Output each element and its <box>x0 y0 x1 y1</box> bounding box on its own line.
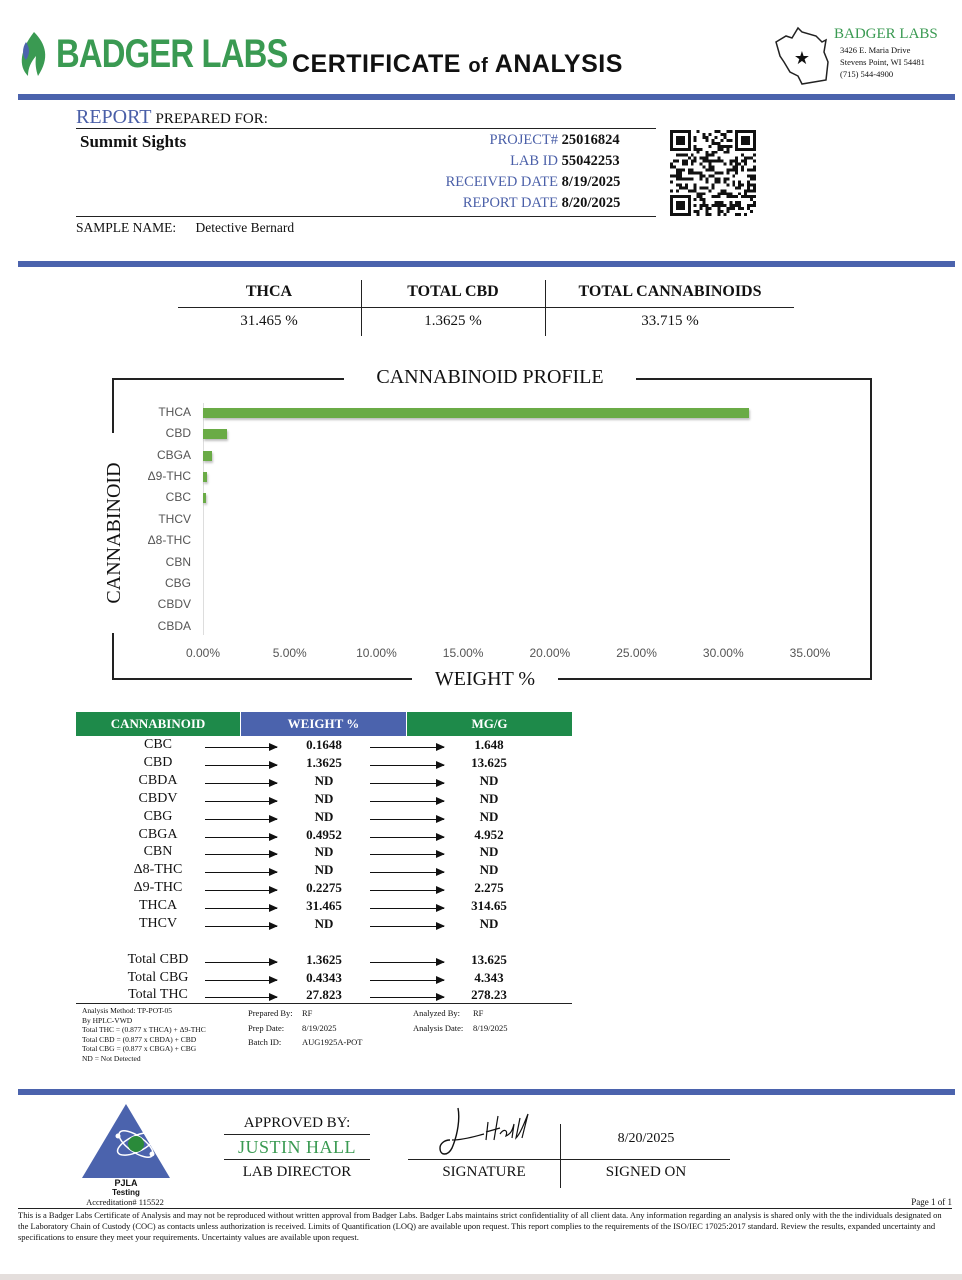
project-row: PROJECT# 25016824 <box>489 132 620 148</box>
arrow-icon <box>205 837 277 838</box>
total-row-mgg: 278.23 <box>471 987 507 1003</box>
total-row-weight: 27.823 <box>306 987 342 1003</box>
result-row-mgg: 13.625 <box>471 754 507 770</box>
project-info <box>400 130 640 214</box>
result-row-mgg: 1.648 <box>474 737 504 752</box>
result-row-weight: ND <box>314 808 334 824</box>
result-row-name: CBN <box>143 844 173 860</box>
result-row-name: CBD <box>143 754 173 770</box>
arrow-icon <box>370 872 444 873</box>
qr-code[interactable] <box>670 130 756 216</box>
result-row-weight: ND <box>314 790 334 806</box>
arrow-icon <box>205 908 277 909</box>
arrow-icon <box>370 801 444 802</box>
arrow-icon <box>205 765 277 766</box>
chart-category-label: CBD <box>165 426 191 441</box>
arrow-icon <box>205 926 277 927</box>
wisconsin-map-icon <box>772 22 834 88</box>
chart-category-label: CBC <box>165 490 191 505</box>
approver-rule <box>224 1159 370 1160</box>
summary-col-divider <box>545 280 546 336</box>
result-row-name: CBDA <box>138 772 178 788</box>
result-row-weight: 0.2275 <box>306 880 342 896</box>
arrow-icon <box>370 837 444 838</box>
summary-col-divider <box>361 280 362 336</box>
report-date-row: REPORT DATE 8/20/2025 <box>462 195 621 211</box>
chart-frame <box>112 378 872 680</box>
result-row-name: Δ8-THC <box>133 862 183 878</box>
summary-total-value: 33.715 % <box>641 313 699 329</box>
total-row-name: Total THC <box>128 987 188 1003</box>
sample-name-rule <box>76 216 656 217</box>
prep-info: Prepared By: RF Prep Date: 8/19/2025 Batch ID: AUG1925A-POT <box>248 1008 363 1047</box>
result-row-mgg: ND <box>479 862 499 878</box>
leaf-icon <box>16 30 52 80</box>
footer-rule <box>18 1208 952 1209</box>
method-line: Total THC = (0.877 x THCA) + Δ9-THC <box>82 1025 206 1034</box>
approval-divider <box>18 1089 955 1095</box>
arrow-icon <box>205 747 277 748</box>
report-header-rule <box>76 128 656 129</box>
summary-total-label: TOTAL CANNABINOIDS <box>578 283 762 300</box>
chart-xlabel: WEIGHT % <box>412 668 558 691</box>
signature-col-divider <box>560 1124 561 1188</box>
signature-label: SIGNATURE <box>442 1164 526 1180</box>
lab-name: BADGER LABS <box>834 26 938 42</box>
disclaimer: This is a Badger Labs Certificate of Analysis and may not be reproduced without written approval from Badger Labs. Badger Labs maintains strict confidentiality of all client data. Any information regarding an analysis is shared only with the the individuals designated on the Laboratory Chain of Custody (COC) as contacts unless authorization is received. Limits of Quantification (LOQ) are available upon request. This report complies to the requirements of the ISO/IEC 17025:2017 standard. Review the results, expanded uncertainty and specifications to ensure they meet your requirements. Uncertainty values are available upon request. <box>18 1210 942 1242</box>
approver-name: JUSTIN HALL <box>238 1137 356 1157</box>
result-row-name: THCA <box>138 898 178 914</box>
result-row-weight: 0.1648 <box>306 737 342 752</box>
chart-category-label: CBGA <box>156 447 191 462</box>
chart-category-label: Δ9-THC <box>147 468 191 483</box>
signed-on-label: SIGNED ON <box>605 1164 687 1180</box>
result-row-weight: ND <box>314 862 334 878</box>
result-row-mgg: ND <box>479 790 499 806</box>
result-row-weight: 31.465 <box>306 898 342 914</box>
header-cannabinoid: CANNABINOID <box>76 712 240 736</box>
result-row-mgg: ND <box>479 808 499 824</box>
chart-category-label: THCA <box>158 404 191 419</box>
pjla-logo-icon <box>80 1102 172 1182</box>
arrow-icon <box>205 980 277 981</box>
arrow-icon <box>370 747 444 748</box>
method-line: By HPLC-VWD <box>82 1015 133 1025</box>
arrow-icon <box>370 783 444 784</box>
arrow-icon <box>205 962 277 963</box>
result-row-weight: ND <box>314 916 334 931</box>
received-row: RECEIVED DATE 8/19/2025 <box>445 174 621 190</box>
arrow-icon <box>370 819 444 820</box>
chart-category-label: Δ8-THC <box>147 533 191 548</box>
chart-tick-label: 30.00% <box>702 646 744 660</box>
result-row-mgg: ND <box>479 916 499 931</box>
header-weight: WEIGHT % <box>241 712 406 736</box>
pjla-accreditation: Accreditation# 115522 <box>86 1197 164 1207</box>
total-row-mgg: 13.625 <box>471 952 507 967</box>
total-row-name: Total CBD <box>127 952 189 967</box>
summary-table <box>178 280 794 336</box>
signature-image <box>436 1104 546 1158</box>
approver-rule <box>224 1134 370 1135</box>
chart-tick-label: 25.00% <box>616 646 657 660</box>
chart-y-axis <box>203 403 204 635</box>
summary-rule <box>178 307 794 308</box>
brand-name: BADGER LABS <box>56 32 288 76</box>
result-row-name: CBG <box>143 808 173 824</box>
result-row-name: CBC <box>143 737 172 752</box>
result-row-mgg: 2.275 <box>474 880 504 896</box>
chart-category-label: CBDA <box>157 618 191 633</box>
arrow-icon <box>370 997 444 998</box>
arrow-icon <box>205 997 277 998</box>
total-row-weight: 1.3625 <box>306 952 342 967</box>
header-mgg: MG/G <box>407 712 572 736</box>
method-notes <box>82 1006 252 1063</box>
chart-tick-label: 35.00% <box>789 646 831 660</box>
total-row-name: Total CBG <box>127 969 189 985</box>
result-row-name: THCV <box>138 916 178 931</box>
page-bottom-edge <box>0 1274 962 1280</box>
method-line: Total CBD = (0.877 x CBDA) + CBD <box>82 1034 197 1044</box>
result-row-name: CBGA <box>138 826 178 842</box>
chart-category-label: CBDV <box>157 597 191 612</box>
result-row-name: CBDV <box>138 790 178 806</box>
section-divider <box>18 261 955 267</box>
summary-thca-label: THCA <box>245 283 293 300</box>
client-name: Summit Sights <box>80 132 187 151</box>
page-number: Page 1 of 1 <box>911 1197 952 1207</box>
svg-text:★: ★ <box>793 48 811 68</box>
arrow-icon <box>370 926 444 927</box>
method-line: ND = Not Detected <box>82 1053 141 1063</box>
brand-logo <box>16 30 288 80</box>
document-title: CERTIFICATE of ANALYSIS <box>292 50 623 78</box>
chart-tick-label: 0.00% <box>185 646 221 660</box>
approver-role: LAB DIRECTOR <box>242 1164 352 1180</box>
result-row-weight: ND <box>314 844 334 860</box>
summary-cbd-label: TOTAL CBD <box>407 283 499 300</box>
total-row-mgg: 4.343 <box>474 969 504 985</box>
result-row-mgg: ND <box>479 772 499 788</box>
total-row-weight: 0.4343 <box>306 969 342 985</box>
arrow-icon <box>205 890 277 891</box>
arrow-icon <box>205 819 277 820</box>
arrow-icon <box>370 854 444 855</box>
analysis-info: Analyzed By: RF Analysis Date: 8/19/2025 <box>413 1008 508 1033</box>
result-row-mgg: 4.952 <box>474 826 504 842</box>
arrow-icon <box>370 908 444 909</box>
result-row-weight: ND <box>314 772 334 788</box>
pjla-testing: Testing <box>112 1188 140 1197</box>
report-prepared-for: REPORT PREPARED FOR: <box>76 106 268 128</box>
result-row-mgg: ND <box>479 844 499 860</box>
result-row-mgg: 314.65 <box>471 898 507 914</box>
chart-tick-label: 5.00% <box>272 646 307 660</box>
arrow-icon <box>205 783 277 784</box>
result-row-weight: 1.3625 <box>306 754 342 770</box>
chart-ylabel: CANNABINOID <box>103 433 129 633</box>
arrow-icon <box>370 962 444 963</box>
header-divider <box>18 94 955 100</box>
lab-id-row: LAB ID 55042253 <box>510 153 620 169</box>
signed-date: 8/20/2025 <box>617 1131 675 1146</box>
pjla-label: PJLA <box>114 1178 138 1188</box>
arrow-icon <box>370 890 444 891</box>
method-line: Total CBG = (0.877 x CBGA) + CBG <box>82 1044 197 1053</box>
signature-rule <box>408 1159 730 1160</box>
arrow-icon <box>205 872 277 873</box>
lab-address: 3426 E. Maria Drive Stevens Point, WI 54481 (715) 544-4900 <box>840 45 925 79</box>
arrow-icon <box>205 854 277 855</box>
chart-tick-label: 15.00% <box>442 646 484 660</box>
chart-tick-label: 10.00% <box>356 646 397 660</box>
chart-title: CANNABINOID PROFILE <box>344 366 636 389</box>
result-row-name: Δ9-THC <box>133 880 183 896</box>
arrow-icon <box>205 801 277 802</box>
approved-by-label: APPROVED BY: <box>243 1115 351 1131</box>
summary-thca-value: 31.465 % <box>240 313 298 329</box>
chart-tick-label: 20.00% <box>529 646 571 660</box>
method-line: Analysis Method: TP-POT-05 <box>82 1006 173 1015</box>
chart-category-label: CBG <box>164 575 191 590</box>
chart-category-label: THCV <box>158 511 191 526</box>
chart-category-label: CBN <box>165 554 191 569</box>
result-row-weight: 0.4952 <box>306 826 342 842</box>
sample-name: SAMPLE NAME: Detective Bernard <box>76 220 295 235</box>
arrow-icon <box>370 980 444 981</box>
summary-cbd-value: 1.3625 % <box>424 313 482 329</box>
results-bottom-rule <box>76 1003 572 1004</box>
arrow-icon <box>370 765 444 766</box>
results-header <box>76 712 572 736</box>
